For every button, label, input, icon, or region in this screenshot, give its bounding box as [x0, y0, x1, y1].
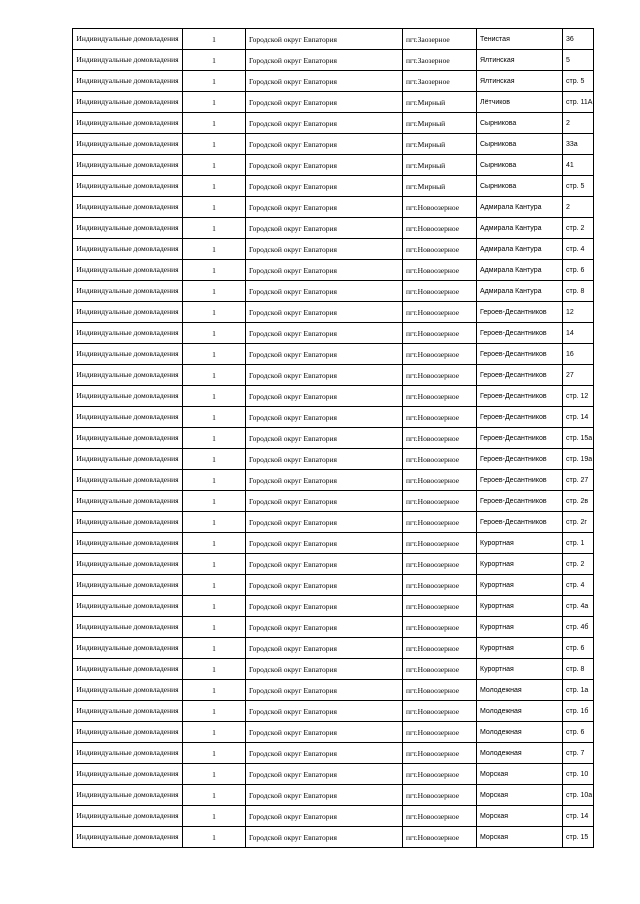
district-cell: Городской округ Евпатория [246, 554, 403, 575]
street-cell: Морская [477, 827, 563, 848]
settlement-cell: пгт.Новоозерное [403, 764, 477, 785]
settlement-cell: пгт.Новоозерное [403, 827, 477, 848]
house-number-cell: стр. 27 [563, 470, 594, 491]
district-cell: Городской округ Евпатория [246, 764, 403, 785]
table-row [73, 92, 594, 113]
house-number-cell: стр. 5 [563, 71, 594, 92]
count-cell: 1 [183, 827, 246, 848]
house-number-cell: 16 [563, 344, 594, 365]
district-cell: Городской округ Евпатория [246, 365, 403, 386]
table-row [73, 806, 594, 827]
count-cell: 1 [183, 407, 246, 428]
count-cell: 1 [183, 575, 246, 596]
district-cell: Городской округ Евпатория [246, 596, 403, 617]
count-cell: 1 [183, 449, 246, 470]
house-number-cell: стр. 1а [563, 680, 594, 701]
building-type-cell: Индивидуальные домовладения [73, 617, 183, 638]
building-type-cell: Индивидуальные домовладения [73, 428, 183, 449]
count-cell: 1 [183, 260, 246, 281]
building-type-cell: Индивидуальные домовладения [73, 575, 183, 596]
count-cell: 1 [183, 134, 246, 155]
street-cell: Сырникова [477, 155, 563, 176]
settlement-cell: пгт.Новоозерное [403, 722, 477, 743]
building-type-cell: Индивидуальные домовладения [73, 638, 183, 659]
settlement-cell: пгт.Новоозерное [403, 239, 477, 260]
district-cell: Городской округ Евпатория [246, 92, 403, 113]
building-type-cell: Индивидуальные домовладения [73, 596, 183, 617]
table-row [73, 617, 594, 638]
table-row [73, 533, 594, 554]
count-cell: 1 [183, 113, 246, 134]
settlement-cell: пгт.Новоозерное [403, 365, 477, 386]
district-cell: Городской округ Евпатория [246, 575, 403, 596]
table-row [73, 680, 594, 701]
district-cell: Городской округ Евпатория [246, 134, 403, 155]
table-row [73, 302, 594, 323]
house-number-cell: стр. 2в [563, 491, 594, 512]
table-row [73, 281, 594, 302]
street-cell: Адмирала Кантура [477, 260, 563, 281]
district-cell: Городской округ Евпатория [246, 659, 403, 680]
table-row [73, 407, 594, 428]
house-number-cell: стр. 10 [563, 764, 594, 785]
settlement-cell: пгт.Новоозерное [403, 743, 477, 764]
street-cell: Адмирала Кантура [477, 281, 563, 302]
count-cell: 1 [183, 365, 246, 386]
street-cell: Курортная [477, 575, 563, 596]
settlement-cell: пгт.Новоозерное [403, 680, 477, 701]
count-cell: 1 [183, 281, 246, 302]
house-number-cell: стр. 4а [563, 596, 594, 617]
table-row [73, 722, 594, 743]
district-cell: Городской округ Евпатория [246, 533, 403, 554]
house-number-cell: стр. 6 [563, 260, 594, 281]
street-cell: Героев-Десантников [477, 344, 563, 365]
street-cell: Героев-Десантников [477, 302, 563, 323]
table-row [73, 575, 594, 596]
house-number-cell: 2 [563, 197, 594, 218]
district-cell: Городской округ Евпатория [246, 281, 403, 302]
street-cell: Курортная [477, 659, 563, 680]
district-cell: Городской округ Евпатория [246, 470, 403, 491]
street-cell: Молодежная [477, 743, 563, 764]
street-cell: Ялтинская [477, 71, 563, 92]
house-number-cell: стр. 1 [563, 533, 594, 554]
building-type-cell: Индивидуальные домовладения [73, 512, 183, 533]
settlement-cell: пгт.Новоозерное [403, 596, 477, 617]
street-cell: Адмирала Кантура [477, 239, 563, 260]
street-cell: Молодежная [477, 680, 563, 701]
house-number-cell: стр. 5 [563, 176, 594, 197]
street-cell: Морская [477, 806, 563, 827]
count-cell: 1 [183, 533, 246, 554]
table-row [73, 218, 594, 239]
building-type-cell: Индивидуальные домовладения [73, 386, 183, 407]
table-row [73, 134, 594, 155]
settlement-cell: пгт.Новоозерное [403, 554, 477, 575]
settlement-cell: пгт.Новоозерное [403, 323, 477, 344]
table-row [73, 764, 594, 785]
district-cell: Городской округ Евпатория [246, 785, 403, 806]
building-type-cell: Индивидуальные домовладения [73, 344, 183, 365]
building-type-cell: Индивидуальные домовладения [73, 743, 183, 764]
table-row [73, 50, 594, 71]
building-type-cell: Индивидуальные домовладения [73, 806, 183, 827]
address-table-body [73, 29, 594, 848]
count-cell: 1 [183, 806, 246, 827]
table-row [73, 638, 594, 659]
building-type-cell: Индивидуальные домовладения [73, 71, 183, 92]
table-row [73, 365, 594, 386]
settlement-cell: пгт.Новоозерное [403, 701, 477, 722]
street-cell: Сырникова [477, 176, 563, 197]
house-number-cell: стр. 14 [563, 407, 594, 428]
settlement-cell: пгт.Новоозерное [403, 470, 477, 491]
count-cell: 1 [183, 71, 246, 92]
house-number-cell: 2 [563, 113, 594, 134]
count-cell: 1 [183, 155, 246, 176]
street-cell: Героев-Десантников [477, 449, 563, 470]
district-cell: Городской округ Евпатория [246, 29, 403, 50]
district-cell: Городской округ Евпатория [246, 386, 403, 407]
settlement-cell: пгт.Новоозерное [403, 344, 477, 365]
settlement-cell: пгт.Новоозерное [403, 617, 477, 638]
count-cell: 1 [183, 659, 246, 680]
district-cell: Городской округ Евпатория [246, 260, 403, 281]
count-cell: 1 [183, 491, 246, 512]
street-cell: Курортная [477, 596, 563, 617]
building-type-cell: Индивидуальные домовладения [73, 113, 183, 134]
district-cell: Городской округ Евпатория [246, 638, 403, 659]
settlement-cell: пгт.Новоозерное [403, 491, 477, 512]
building-type-cell: Индивидуальные домовладения [73, 239, 183, 260]
building-type-cell: Индивидуальные домовладения [73, 260, 183, 281]
district-cell: Городской округ Евпатория [246, 50, 403, 71]
settlement-cell: пгт.Новоозерное [403, 281, 477, 302]
building-type-cell: Индивидуальные домовладения [73, 134, 183, 155]
street-cell: Героев-Десантников [477, 512, 563, 533]
settlement-cell: пгт.Мирный [403, 134, 477, 155]
building-type-cell: Индивидуальные домовладения [73, 470, 183, 491]
house-number-cell: стр. 6 [563, 722, 594, 743]
house-number-cell: стр. 4 [563, 575, 594, 596]
district-cell: Городской округ Евпатория [246, 197, 403, 218]
settlement-cell: пгт.Новоозерное [403, 260, 477, 281]
district-cell: Городской округ Евпатория [246, 491, 403, 512]
count-cell: 1 [183, 554, 246, 575]
district-cell: Городской округ Евпатория [246, 176, 403, 197]
street-cell: Сырникова [477, 113, 563, 134]
count-cell: 1 [183, 176, 246, 197]
district-cell: Городской округ Евпатория [246, 743, 403, 764]
settlement-cell: пгт.Новоозерное [403, 302, 477, 323]
table-row [73, 155, 594, 176]
count-cell: 1 [183, 596, 246, 617]
table-row [73, 71, 594, 92]
house-number-cell: стр. 19а [563, 449, 594, 470]
count-cell: 1 [183, 197, 246, 218]
house-number-cell: стр. 8 [563, 659, 594, 680]
settlement-cell: пгт.Новоозерное [403, 197, 477, 218]
street-cell: Тенистая [477, 29, 563, 50]
building-type-cell: Индивидуальные домовладения [73, 323, 183, 344]
district-cell: Городской округ Евпатория [246, 827, 403, 848]
settlement-cell: пгт.Новоозерное [403, 533, 477, 554]
table-row [73, 827, 594, 848]
settlement-cell: пгт.Новоозерное [403, 638, 477, 659]
street-cell: Ялтинская [477, 50, 563, 71]
house-number-cell: стр. 15а [563, 428, 594, 449]
street-cell: Героев-Десантников [477, 407, 563, 428]
house-number-cell: стр. 4б [563, 617, 594, 638]
house-number-cell: стр. 14 [563, 806, 594, 827]
table-row [73, 743, 594, 764]
building-type-cell: Индивидуальные домовладения [73, 764, 183, 785]
district-cell: Городской округ Евпатория [246, 722, 403, 743]
house-number-cell: 41 [563, 155, 594, 176]
street-cell: Курортная [477, 533, 563, 554]
street-cell: Героев-Десантников [477, 386, 563, 407]
count-cell: 1 [183, 764, 246, 785]
table-row [73, 554, 594, 575]
table-row [73, 512, 594, 533]
table-row [73, 239, 594, 260]
district-cell: Городской округ Евпатория [246, 302, 403, 323]
house-number-cell: 36 [563, 29, 594, 50]
settlement-cell: пгт.Новоозерное [403, 806, 477, 827]
table-row [73, 491, 594, 512]
street-cell: Морская [477, 785, 563, 806]
district-cell: Городской округ Евпатория [246, 71, 403, 92]
street-cell: Героев-Десантников [477, 470, 563, 491]
address-table [72, 28, 594, 848]
district-cell: Городской округ Евпатория [246, 512, 403, 533]
count-cell: 1 [183, 29, 246, 50]
count-cell: 1 [183, 701, 246, 722]
building-type-cell: Индивидуальные домовладения [73, 491, 183, 512]
street-cell: Героев-Десантников [477, 323, 563, 344]
house-number-cell: 14 [563, 323, 594, 344]
settlement-cell: пгт.Новоозерное [403, 407, 477, 428]
table-row [73, 449, 594, 470]
street-cell: Молодежная [477, 701, 563, 722]
table-row [73, 596, 594, 617]
settlement-cell: пгт.Мирный [403, 155, 477, 176]
building-type-cell: Индивидуальные домовладения [73, 701, 183, 722]
settlement-cell: пгт.Мирный [403, 113, 477, 134]
building-type-cell: Индивидуальные домовладения [73, 785, 183, 806]
house-number-cell: стр. 1б [563, 701, 594, 722]
house-number-cell: стр. 6 [563, 638, 594, 659]
house-number-cell: стр. 8 [563, 281, 594, 302]
settlement-cell: пгт.Новоозерное [403, 785, 477, 806]
house-number-cell: 27 [563, 365, 594, 386]
street-cell: Курортная [477, 638, 563, 659]
table-row [73, 701, 594, 722]
building-type-cell: Индивидуальные домовладения [73, 281, 183, 302]
count-cell: 1 [183, 743, 246, 764]
street-cell: Адмирала Кантура [477, 197, 563, 218]
table-row [73, 428, 594, 449]
district-cell: Городской округ Евпатория [246, 218, 403, 239]
street-cell: Героев-Десантников [477, 365, 563, 386]
building-type-cell: Индивидуальные домовладения [73, 449, 183, 470]
settlement-cell: пгт.Мирный [403, 176, 477, 197]
street-cell: Курортная [477, 617, 563, 638]
street-cell: Героев-Десантников [477, 491, 563, 512]
settlement-cell: пгт.Новоозерное [403, 449, 477, 470]
house-number-cell: стр. 2 [563, 218, 594, 239]
count-cell: 1 [183, 218, 246, 239]
table-row [73, 386, 594, 407]
count-cell: 1 [183, 638, 246, 659]
settlement-cell: пгт.Заозерное [403, 71, 477, 92]
building-type-cell: Индивидуальные домовладения [73, 659, 183, 680]
building-type-cell: Индивидуальные домовладения [73, 176, 183, 197]
building-type-cell: Индивидуальные домовладения [73, 92, 183, 113]
count-cell: 1 [183, 680, 246, 701]
house-number-cell: стр. 4 [563, 239, 594, 260]
table-row [73, 113, 594, 134]
building-type-cell: Индивидуальные домовладения [73, 197, 183, 218]
table-row [73, 197, 594, 218]
count-cell: 1 [183, 239, 246, 260]
district-cell: Городской округ Евпатория [246, 407, 403, 428]
district-cell: Городской округ Евпатория [246, 113, 403, 134]
settlement-cell: пгт.Мирный [403, 92, 477, 113]
settlement-cell: пгт.Новоозерное [403, 218, 477, 239]
count-cell: 1 [183, 722, 246, 743]
count-cell: 1 [183, 428, 246, 449]
settlement-cell: пгт.Новоозерное [403, 575, 477, 596]
building-type-cell: Индивидуальные домовладения [73, 50, 183, 71]
count-cell: 1 [183, 323, 246, 344]
building-type-cell: Индивидуальные домовладения [73, 155, 183, 176]
count-cell: 1 [183, 344, 246, 365]
house-number-cell: стр. 10а [563, 785, 594, 806]
district-cell: Городской округ Евпатория [246, 449, 403, 470]
building-type-cell: Индивидуальные домовладения [73, 680, 183, 701]
district-cell: Городской округ Евпатория [246, 323, 403, 344]
district-cell: Городской округ Евпатория [246, 617, 403, 638]
settlement-cell: пгт.Новоозерное [403, 512, 477, 533]
building-type-cell: Индивидуальные домовладения [73, 218, 183, 239]
settlement-cell: пгт.Новоозерное [403, 428, 477, 449]
house-number-cell: стр. 12 [563, 386, 594, 407]
count-cell: 1 [183, 92, 246, 113]
count-cell: 1 [183, 50, 246, 71]
count-cell: 1 [183, 470, 246, 491]
house-number-cell: стр. 2г [563, 512, 594, 533]
settlement-cell: пгт.Заозерное [403, 50, 477, 71]
house-number-cell: стр. 15 [563, 827, 594, 848]
district-cell: Городской округ Евпатория [246, 239, 403, 260]
count-cell: 1 [183, 302, 246, 323]
building-type-cell: Индивидуальные домовладения [73, 533, 183, 554]
table-row [73, 29, 594, 50]
street-cell: Героев-Десантников [477, 428, 563, 449]
district-cell: Городской округ Евпатория [246, 155, 403, 176]
table-row [73, 470, 594, 491]
settlement-cell: пгт.Новоозерное [403, 386, 477, 407]
street-cell: Курортная [477, 554, 563, 575]
house-number-cell: 33а [563, 134, 594, 155]
street-cell: Сырникова [477, 134, 563, 155]
street-cell: Молодежная [477, 722, 563, 743]
house-number-cell: 12 [563, 302, 594, 323]
house-number-cell: стр. 2 [563, 554, 594, 575]
building-type-cell: Индивидуальные домовладения [73, 407, 183, 428]
district-cell: Городской округ Евпатория [246, 806, 403, 827]
district-cell: Городской округ Евпатория [246, 344, 403, 365]
table-row [73, 785, 594, 806]
street-cell: Морская [477, 764, 563, 785]
building-type-cell: Индивидуальные домовладения [73, 29, 183, 50]
building-type-cell: Индивидуальные домовладения [73, 722, 183, 743]
street-cell: Адмирала Кантура [477, 218, 563, 239]
building-type-cell: Индивидуальные домовладения [73, 365, 183, 386]
settlement-cell: пгт.Заозерное [403, 29, 477, 50]
street-cell: Лётчиков [477, 92, 563, 113]
table-row [73, 176, 594, 197]
table-row [73, 260, 594, 281]
district-cell: Городской округ Евпатория [246, 701, 403, 722]
district-cell: Городской округ Евпатория [246, 680, 403, 701]
settlement-cell: пгт.Новоозерное [403, 659, 477, 680]
count-cell: 1 [183, 512, 246, 533]
building-type-cell: Индивидуальные домовладения [73, 302, 183, 323]
count-cell: 1 [183, 617, 246, 638]
building-type-cell: Индивидуальные домовладения [73, 554, 183, 575]
house-number-cell: стр. 11А [563, 92, 594, 113]
house-number-cell: стр. 7 [563, 743, 594, 764]
table-row [73, 659, 594, 680]
table-row [73, 344, 594, 365]
district-cell: Городской округ Евпатория [246, 428, 403, 449]
count-cell: 1 [183, 785, 246, 806]
table-row [73, 323, 594, 344]
building-type-cell: Индивидуальные домовладения [73, 827, 183, 848]
house-number-cell: 5 [563, 50, 594, 71]
count-cell: 1 [183, 386, 246, 407]
